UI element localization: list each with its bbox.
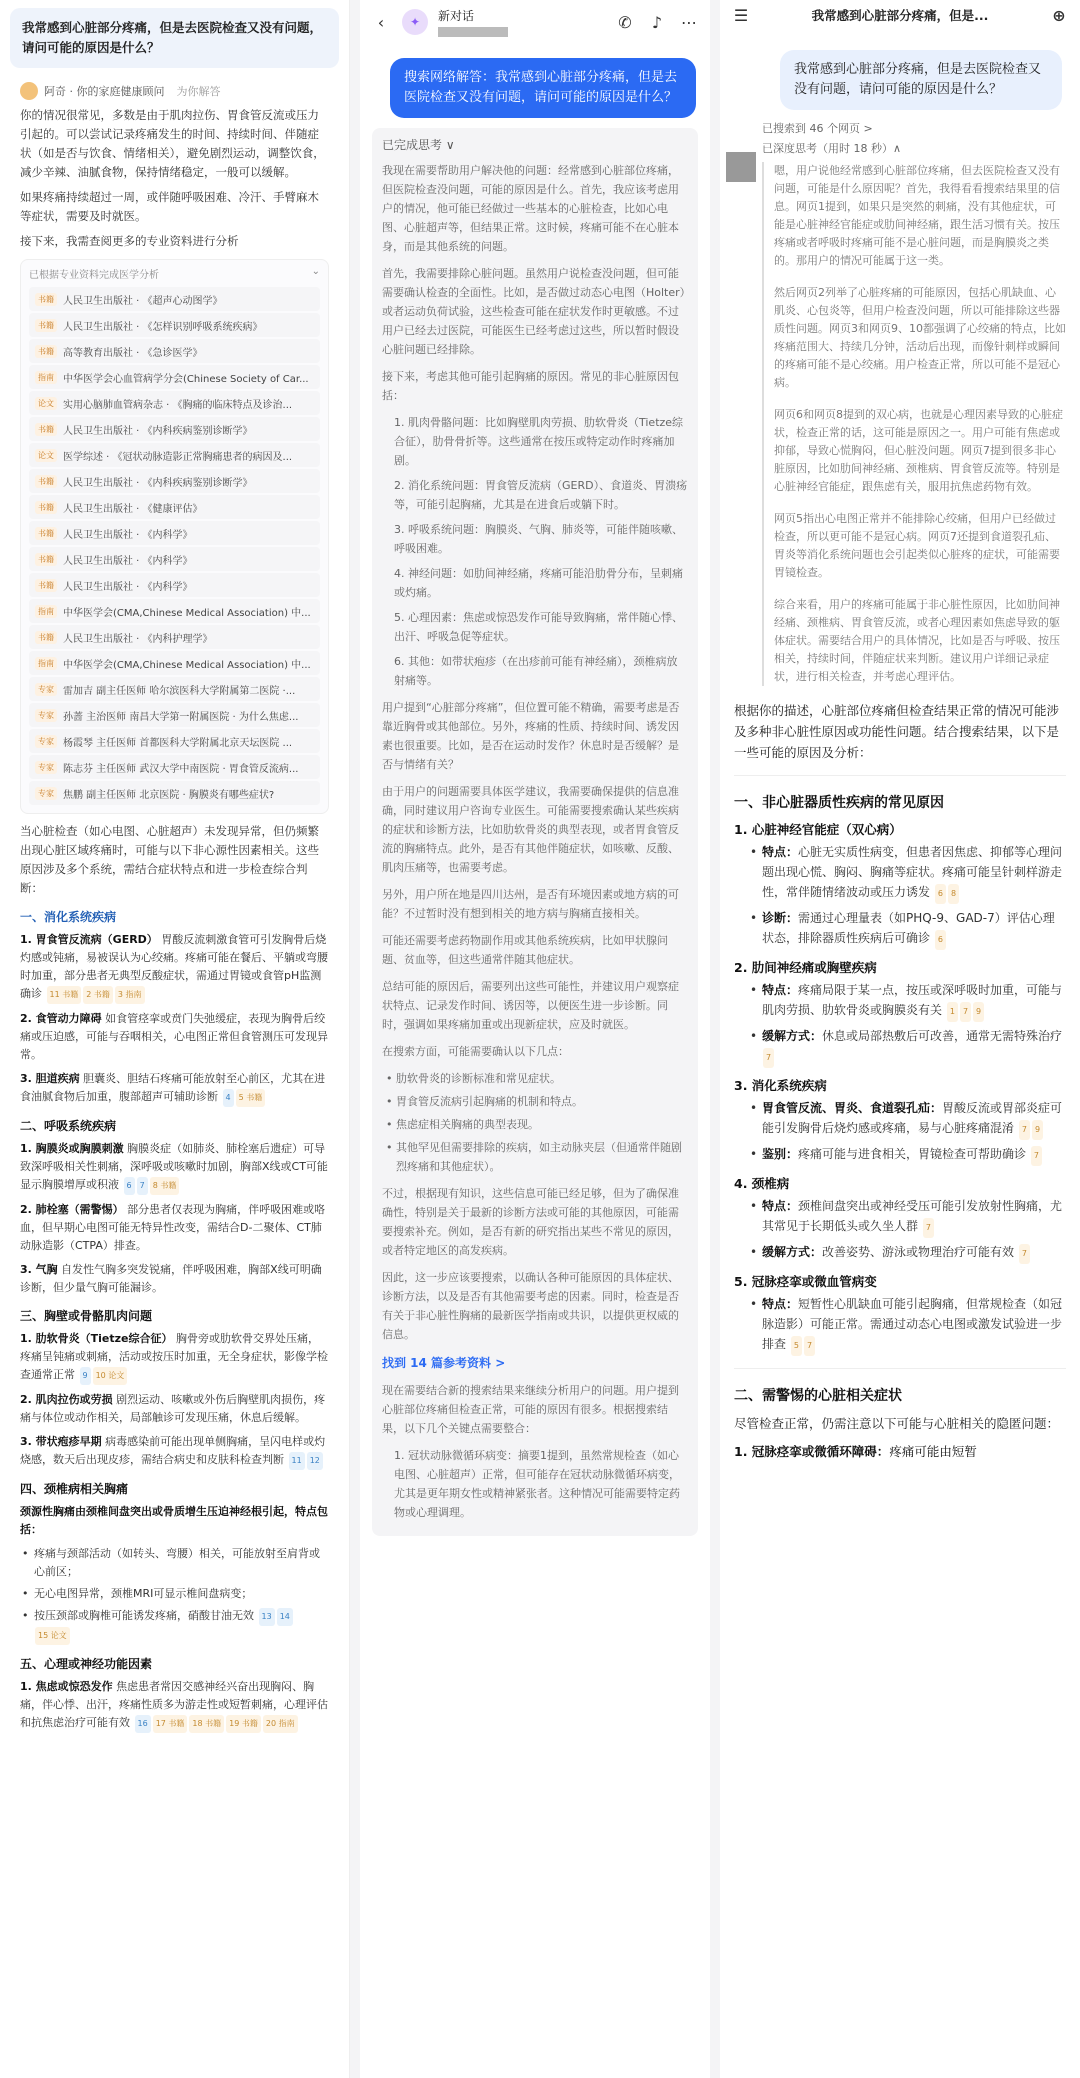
reference-type-badge: 指南	[35, 605, 57, 618]
item-title: 胃食管反流、胃炎、食道裂孔疝：	[762, 1101, 943, 1115]
item-text: 部分患者仅表现为胸痛，伴呼吸困难或咯血，但早期心电图可能无特异性改变，需结合D-二聚体、CT肺动脉造影（CTPA）排查。	[20, 1203, 326, 1252]
bullet-item	[762, 1294, 1066, 1356]
section-heading: 二、呼吸系统疾病	[20, 1119, 117, 1133]
item-text: 剧烈运动、咳嗽或外伤后胸壁肌肉损伤，疼痛与体位或动作相关，局部触诊可发现压痛，休息后缓解。	[20, 1393, 326, 1424]
reference-item[interactable]	[29, 391, 320, 415]
conversation-title: 我常感到心脏部分疼痛，但是...	[811, 8, 989, 23]
reference-item[interactable]	[29, 781, 320, 805]
section-intro	[20, 1503, 329, 1539]
reference-title: 医学综述 · 《冠状动脉造影正常胸痛患者的病因及...	[63, 451, 293, 463]
citation-badge[interactable]: 9	[80, 1367, 91, 1385]
item-text: 需通过心理量表（如PHQ-9、GAD-7）评估心理状态，排除器质性疾病后可确诊	[762, 911, 1055, 945]
reference-title: 人民卫生出版社 · 《健康评估》	[63, 503, 203, 515]
item-text: 胸骨旁或肋软骨交界处压痛，疼痛呈钝痛或刺痛，活动或按压时加重，无全身症状，影像学检查通常正常	[20, 1332, 328, 1381]
item-title: 特点：	[762, 1297, 799, 1311]
phone-icon[interactable]: ✆	[618, 12, 632, 32]
citation-badge[interactable]: 9	[1032, 1120, 1043, 1140]
reference-title: 焦鹏 副主任医师 北京医院 · 胸膜炎有哪些症状?	[63, 789, 275, 801]
citation-badge[interactable]: 8	[948, 884, 959, 904]
reference-title: 中华医学会心血管病学分会(Chinese Society of Car...	[63, 373, 309, 385]
item-title: 1. 焦虑或惊恐发作	[20, 1680, 113, 1693]
assistant-logo-icon: ✦	[402, 9, 428, 35]
reference-item[interactable]	[29, 677, 320, 701]
bullet-item: • 疼痛与颈部活动（如转头、弯腰）相关，可能放射至肩背或心前区；	[34, 1545, 329, 1581]
thinking-list-item: 3. 呼吸系统问题：胸膜炎、气胸、肺炎等，可能伴随咳嗽、呼吸困难。	[394, 523, 683, 555]
list-heading: 4. 颈椎病	[734, 1176, 790, 1191]
user-message: 我常感到心脏部分疼痛，但是去医院检查又没有问题，请问可能的原因是什么？	[780, 50, 1062, 110]
reference-item[interactable]	[29, 495, 320, 519]
citation-badge[interactable]: 6	[124, 1177, 135, 1195]
item-title: 2. 肺栓塞（需警惕）	[20, 1203, 124, 1216]
reference-title: 人民卫生出版社 · 《内科疾病鉴别诊断学》	[63, 477, 253, 489]
item-title: 1. 肋软骨炎（Tietze综合征）	[20, 1332, 173, 1345]
item-title: 缓解方式：	[762, 1029, 823, 1043]
new-chat-icon[interactable]: ⊕	[1052, 5, 1066, 25]
citation-badge[interactable]: 14	[277, 1608, 293, 1626]
item-text: 颈源性胸痛由颈椎间盘突出或骨质增生压迫神经根引起，特点包括：	[20, 1505, 328, 1536]
assistant-sub: 为你解答	[176, 85, 221, 98]
reference-item[interactable]	[29, 755, 320, 779]
thinking-paragraph: 因此，这一步应该要搜索，以确认各种可能原因的具体症状、诊断方法，以及是否有其他需要考虑的因素。同时，检查是否有关于非心脏性胸痛的最新医学指南或共识，以提供更权威的信息。	[382, 1271, 679, 1341]
redacted-subtitle	[438, 27, 508, 37]
reference-type-badge: 书籍	[35, 631, 57, 644]
user-question: 我常感到心脏部分疼痛，但是去医院检查又没有问题，请问可能的原因是什么？	[10, 8, 339, 68]
reference-type-badge: 论文	[35, 397, 57, 410]
item-text: 疼痛可能由短暂	[889, 1444, 977, 1459]
reference-title: 人民卫生出版社 · 《内科学》	[63, 529, 193, 541]
reference-list	[29, 287, 320, 805]
reference-type-badge: 书籍	[35, 319, 57, 332]
citation-badge[interactable]: 7	[1019, 1120, 1030, 1140]
answer-paragraph: 根据你的描述，心脏部位疼痛但检查结果正常的情况可能涉及多种非心脏性原因或功能性问题。结合搜索结果，以下是一些可能的原因及分析：	[734, 703, 1060, 760]
references-link[interactable]: 找到 14 篇参考资料 >	[382, 1356, 506, 1370]
item-text: 胃酸反流或胃部炎症可能引发胸骨后烧灼感或疼痛，易与心脏疼痛混淆	[762, 1101, 1063, 1135]
reference-header-label: 已根据专业资料完成医学分析	[29, 270, 159, 281]
thinking-paragraph: 然后网页2列举了心脏疼痛的可能原因，包括心肌缺血、心肌炎、心包炎等，但用户检查没问题，所以可能排除这些器质性问题。网页3和网页9、10都强调了心绞痛的特点，比如疼痛范围大、持续几分钟，活动后出现，而像针刺样或瞬间的疼痛可能不是心绞痛。用户检查正常，所以可能不是冠心病。	[774, 286, 1066, 389]
menu-icon[interactable]: ☰	[733, 5, 749, 25]
answer-paragraph: 接下来，我需查阅更多的专业资料进行分析	[20, 234, 239, 248]
thinking-paragraph: 我现在需要帮助用户解决他的问题：经常感到心脏部位疼痛，但医院检查没问题，可能的原因是什么。首先，我应该考虑用户的情况，他可能已经做过一些基本的心脏检查，比如心电图、心脏超声等，但结果正常。这时候，疼痛可能不在心脏本身，而是其他系统的问题。	[382, 164, 679, 253]
divider	[710, 0, 720, 2078]
reference-item[interactable]	[29, 573, 320, 597]
chat-panel-left	[0, 0, 350, 2078]
citation-badge[interactable]: 7	[763, 1048, 774, 1068]
list-item	[20, 1678, 329, 1733]
thinking-bullet: • 其他罕见但需要排除的疾病，如主动脉夹层（但通常伴随剧烈疼痛和其他症状）。	[396, 1138, 688, 1176]
reference-title: 人民卫生出版社 · 《内科学》	[63, 555, 193, 567]
citation-badge[interactable]: 7	[804, 1336, 815, 1356]
thinking-list-item: 2. 消化系统问题：胃食管反流病（GERD）、食道炎、胃溃疡等，可能引起胸痛，尤其是在进食后或躺下时。	[394, 479, 688, 511]
reference-item[interactable]	[29, 417, 320, 441]
thinking-paragraph: 首先，我需要排除心脏问题。虽然用户说检查没问题，但可能需要确认检查的全面性。比如，是否做过动态心电图（Holter）或者运动负荷试验，这些检查可能在症状发作时更敏感。不过用户已经去过医院，可能医生已经考虑过这些，所以暂时假设心脏问题已经排除。	[382, 267, 686, 356]
citation-badge[interactable]: 3 指南	[115, 986, 145, 1004]
reference-title: 雷加吉 副主任医师 哈尔滨医科大学附属第二医院 ·...	[63, 685, 296, 697]
list-item	[20, 1201, 329, 1255]
section-heading: 四、颈椎病相关胸痛	[20, 1482, 129, 1496]
citation-badge[interactable]: 19 书籍	[226, 1715, 261, 1733]
thinking-paragraph: 用户提到“心脏部分疼痛”，但位置可能不精确，需要考虑是否靠近胸骨或其他部位。另外，疼痛的性质、持续时间、诱发因素也很重要。比如，是否在运动时发作？休息时是否缓解？是否与情绪有关？	[382, 701, 680, 771]
reference-item[interactable]	[29, 599, 320, 623]
reference-header[interactable]	[29, 266, 320, 281]
item-title: 1. 胸膜炎或胸膜刺激	[20, 1142, 124, 1155]
thinking-paragraph: 综合来看，用户的疼痛可能属于非心脏性原因，比如肋间神经痛、颈椎病、胃食管反流，或者心理因素如焦虑导致的躯体症状。需要结合用户的具体情况，比如是否与呼吸、按压相关，持续时间，伴随症状来判断。建议用户详细记录症状，进行相关检查，并考虑心理评估。	[774, 598, 1060, 683]
item-text: 胆囊炎、胆结石疼痛可能放射至心前区，尤其在进食油腻食物后加重，腹部超声可辅助诊断	[20, 1072, 326, 1103]
more-icon[interactable]: ⋯	[681, 12, 697, 32]
citation-badge[interactable]: 7	[1031, 1146, 1042, 1166]
bullet-item	[762, 1242, 1066, 1264]
section-heading: 一、非心脏器质性疾病的常见原因	[734, 795, 944, 811]
thinking-panel	[762, 162, 1066, 686]
item-text: 如食管痉挛或贲门失弛缓症，表现为胸骨后绞痛或压迫感，可能与吞咽相关，心电图正常但食管测压可发现异常。	[20, 1012, 328, 1061]
chevron-down-icon[interactable]: ⌄	[311, 266, 320, 277]
thinking-toggle[interactable]: 已深度思考（用时 18 秒）∧	[762, 142, 902, 155]
item-title: 特点：	[762, 1199, 799, 1213]
item-title: 特点：	[762, 983, 799, 997]
citation-badge[interactable]: 7	[923, 1218, 934, 1238]
reference-item[interactable]	[29, 625, 320, 649]
reference-item[interactable]	[29, 729, 320, 753]
reference-type-badge: 书籍	[35, 293, 57, 306]
search-count[interactable]: 已搜索到 46 个网页 >	[762, 122, 873, 135]
reference-item[interactable]	[29, 469, 320, 493]
thinking-list-item: 4. 神经问题：如肋间神经痛，疼痛可能沿肋骨分布，呈刺痛或灼痛。	[394, 567, 683, 599]
reference-type-badge: 专家	[35, 683, 57, 696]
list-heading: 3. 消化系统疾病	[734, 1078, 827, 1093]
bullet-item	[762, 1196, 1066, 1238]
assistant-header	[20, 82, 329, 100]
list-heading: 5. 冠脉痉挛或微血管病变	[734, 1274, 877, 1289]
list-item	[20, 931, 329, 1004]
item-title: 3. 气胸	[20, 1263, 58, 1276]
reference-type-badge: 指南	[35, 657, 57, 670]
reference-item[interactable]	[29, 703, 320, 727]
reference-type-badge: 书籍	[35, 553, 57, 566]
reference-title: 人民卫生出版社 · 《超声心动图学》	[63, 295, 223, 307]
reference-item[interactable]	[29, 521, 320, 545]
reference-title: 中华医学会(CMA,Chinese Medical Association) 中...	[63, 659, 311, 671]
citation-badge[interactable]: 6	[935, 930, 946, 950]
item-text: 休息或局部热敷后可改善，通常无需特殊治疗	[822, 1029, 1063, 1043]
citation-badge[interactable]: 5 书籍	[236, 1089, 266, 1107]
reference-type-badge: 专家	[35, 709, 57, 722]
thinking-paragraph: 现在需要结合新的搜索结果来继续分析用户的问题。用户提到心脏部位疼痛但检查正常，可能的原因有很多。根据搜索结果，以下几个关键点需要整合：	[382, 1384, 679, 1435]
item-title: 1. 冠脉痉挛或微循环障碍：	[734, 1444, 890, 1459]
list-item	[20, 1010, 329, 1064]
answer-paragraph: 尽管检查正常，仍需注意以下可能与心脏相关的隐匿问题：	[734, 1416, 1060, 1431]
citation-badge[interactable]: 12	[307, 1452, 323, 1470]
section-heading: 二、需警惕的心脏相关症状	[734, 1388, 902, 1404]
item-title: 2. 肌肉拉伤或劳损	[20, 1393, 113, 1406]
chat-panel-middle	[360, 0, 710, 2078]
answer-paragraph: 你的情况很常见，多数是由于肌肉拉伤、胃食管反流或压力引起的。可以尝试记录疼痛发生的时间、持续时间、伴随症状（如是否与饮食、情绪相关），避免剧烈运动，调整饮食，减少辛辣、油腻食物，保持情绪稳定，一般可以缓解。	[20, 108, 325, 179]
citation-badge[interactable]: 6	[935, 884, 946, 904]
list-item	[20, 1391, 329, 1427]
answer-paragraph: 如果疼痛持续超过一周，或伴随呼吸困难、冷汗、手臂麻木等症状，需要及时就医。	[20, 190, 319, 223]
list-item	[20, 1140, 329, 1195]
assistant-name: 阿奇 · 你的家庭健康顾问	[44, 85, 165, 98]
item-title: 缓解方式：	[762, 1245, 823, 1259]
bullet-item: • 无心电图异常，颈椎MRI可显示椎间盘病变；	[34, 1585, 329, 1603]
chat-panel-right	[720, 0, 1080, 2078]
reference-type-badge: 专家	[35, 735, 57, 748]
back-icon[interactable]: ‹	[377, 12, 385, 32]
reference-title: 杨霞琴 主任医师 首都医科大学附属北京天坛医院 ...	[63, 737, 293, 749]
bullet-item	[762, 842, 1066, 904]
item-text: 自发性气胸多突发锐痛，伴呼吸困难，胸部X线可明确诊断，但少量气胸可能漏诊。	[20, 1263, 322, 1294]
thinking-paragraph: 另外，用户所在地是四川达州，是否有环境因素或地方病的可能？不过暂时没有想到相关的地方病与胸痛直接相关。	[382, 888, 679, 920]
reference-title: 人民卫生出版社 · 《内科疾病鉴别诊断学》	[63, 425, 253, 437]
citation-badge[interactable]: 7	[137, 1177, 148, 1195]
reference-title: 人民卫生出版社 · 《怎样识别呼吸系统疾病》	[63, 321, 263, 333]
reference-type-badge: 书籍	[35, 423, 57, 436]
list-item	[20, 1261, 329, 1297]
citation-badge[interactable]: 11	[289, 1452, 305, 1470]
list-heading: 1. 心脏神经官能症（双心病）	[734, 822, 902, 837]
section-heading: 一、消化系统疾病	[20, 910, 117, 924]
reference-type-badge: 书籍	[35, 579, 57, 592]
user-message: 搜索网络解答：我常感到心脏部分疼痛，但是去医院检查又没有问题，请问可能的原因是什么？	[390, 58, 696, 118]
thinking-toggle[interactable]: 已完成思考 ∨	[382, 138, 455, 152]
thinking-paragraph: 接下来，考虑其他可能引起胸痛的原因。常见的非心脏原因包括：	[382, 370, 679, 402]
thinking-paragraph: 网页6和网页8提到的双心病，也就是心理因素导致的心脏症状，检查正常的话，这可能是原因之一。用户可能有焦虑或抑郁，导致心慌胸闷，但心脏没问题。网页7提到很多非心脏原因，比如肋间神经痛、颈椎病、胃食管反流等。特别是心脏神经官能症，跟焦虑有关，服用抗焦虑药物有效。	[774, 408, 1063, 493]
citation-badge[interactable]: 2 书籍	[83, 986, 113, 1004]
bullet-item	[762, 1026, 1066, 1068]
answer-paragraph: 当心脏检查（如心电图、心脏超声）未发现异常，但仍频繁出现心脏区域疼痛时，可能与以下非心源性因素相关。这些原因涉及多个系统，需结合症状特点和进一步检查综合判断：	[20, 824, 319, 895]
item-text: 胸膜炎症（如肺炎、肺栓塞后遗症）可导致深呼吸相关性刺痛，深呼吸或咳嗽时加剧，胸部X线或CT可能显示胸膜增厚或积液	[20, 1142, 328, 1191]
item-title: 2. 食管动力障碍	[20, 1012, 102, 1025]
bullet-item	[762, 1144, 1066, 1166]
top-bar	[720, 0, 1080, 30]
thinking-list-item: 1. 冠状动脉微循环病变：摘要1提到，虽然常规检查（如心电图、心脏超声）正常，但可能存在冠状动脉微循环病变，尤其是更年期女性或精神紧张者。这种情况可能需要特定药物或心理调理。	[394, 1449, 680, 1519]
citation-badge[interactable]: 9	[973, 1002, 984, 1022]
reference-title: 陈志芬 主任医师 武汉大学中南医院 · 胃食管反流病...	[63, 763, 299, 775]
thinking-paragraph: 不过，根据现有知识，这些信息可能已经足够，但为了确保准确性，特别是关于最新的诊断方法或可能的其他原因，可能需要搜索补充。例如，是否有新的研究指出某些不常见的原因，或者特定地区的高发疾病。	[382, 1187, 679, 1257]
reference-item[interactable]	[29, 313, 320, 337]
thinking-list-item: 1. 肌肉骨骼问题：比如胸壁肌肉劳损、肋软骨炎（Tietze综合征），肋骨骨折等。这些通常在按压或特定动作时疼痛加剧。	[394, 416, 684, 467]
thinking-list-item: 6. 其他：如带状疱疹（在出疹前可能有神经痛），颈椎病放射痛等。	[394, 655, 678, 687]
reference-title: 孙蔷 主治医师 南昌大学第一附属医院 · 为什么焦虑...	[63, 711, 299, 723]
citation-badge[interactable]: 17 书籍	[153, 1715, 188, 1733]
item-title: 诊断：	[762, 911, 799, 925]
item-text: 胃酸反流刺激食管可引发胸骨后烧灼感或钝痛，易被误认为心绞痛。疼痛可能在餐后、平躺或弯腰时加重，部分患者无典型反酸症状，需通过胃镜或食管pH监测确诊	[20, 933, 328, 1000]
thinking-paragraph: 在搜索方面，可能需要确认以下几点：	[382, 1045, 569, 1058]
thinking-bullet: • 焦虑症相关胸痛的典型表现。	[396, 1115, 688, 1134]
citation-badge[interactable]: 7	[1019, 1244, 1030, 1264]
citation-badge[interactable]: 10 论文	[93, 1367, 128, 1385]
reference-type-badge: 指南	[35, 371, 57, 384]
citation-badge[interactable]: 13	[259, 1608, 275, 1626]
avatar	[20, 82, 38, 100]
bullet-item	[762, 980, 1066, 1022]
list-item	[20, 1433, 329, 1470]
thinking-paragraph: 由于用户的问题需要具体医学建议，我需要确保提供的信息准确，同时建议用户咨询专业医生。可能需要搜索确认某些疾病的症状和诊断方法，比如肋软骨炎的典型表现，或者胃食管反流的胸痛特点。此外，是否有其他伴随症状，如咳嗽、反酸、肌肉压痛等，也需要考虑。	[382, 785, 679, 874]
reference-title: 高等教育出版社 · 《急诊医学》	[63, 347, 203, 359]
item-text: 焦虑患者常因交感神经兴奋出现胸闷、胸痛，伴心悸、出汗，疼痛性质多为游走性或短暂刺痛，心理评估和抗焦虑治疗可能有效	[20, 1680, 328, 1729]
reference-item[interactable]	[29, 547, 320, 571]
redacted-avatar	[726, 152, 756, 182]
item-text: 短暂性心肌缺血可能引起胸痛，但常规检查（如冠脉造影）可能正常。需通过动态心电图或激发试验进一步排查	[762, 1297, 1063, 1351]
reference-type-badge: 书籍	[35, 475, 57, 488]
bullet-item	[762, 908, 1066, 950]
title-block	[438, 7, 508, 37]
thinking-paragraph: 总结可能的原因后，需要列出这些可能性，并建议用户观察症状特点、记录发作时间、诱因等，以便医生进一步诊断。同时，强调如果疼痛加重或出现新症状，应及时就医。	[382, 980, 679, 1031]
reference-title: 中华医学会(CMA,Chinese Medical Association) 中...	[63, 607, 311, 619]
citation-badge[interactable]: 1	[947, 1002, 958, 1022]
list-heading: 2. 肋间神经痛或胸壁疾病	[734, 960, 877, 975]
reference-item[interactable]	[29, 287, 320, 311]
item-title: 鉴别：	[762, 1147, 799, 1161]
citation-badge[interactable]: 11 书籍	[47, 986, 82, 1004]
citation-badge[interactable]: 4	[223, 1089, 234, 1107]
reference-title: 人民卫生出版社 · 《内科学》	[63, 581, 193, 593]
reference-type-badge: 专家	[35, 761, 57, 774]
item-text: 按压颈部或胸椎可能诱发疼痛，硝酸甘油无效	[34, 1609, 254, 1622]
reference-item[interactable]	[29, 339, 320, 363]
reference-item[interactable]	[29, 651, 320, 675]
item-text: 改善姿势、游泳或物理治疗可能有效	[822, 1245, 1015, 1259]
section-heading: 三、胸壁或骨骼肌肉问题	[20, 1309, 153, 1323]
thinking-paragraph: 嗯，用户说他经常感到心脏部位疼痛，但去医院检查又没有问题，可能是什么原因呢？首先，我得看看搜索结果里的信息。网页1提到，如果只是突然的刺痛，没有其他症状，可能是心脏神经官能症或肋间神经痛，跟生活习惯有关。按压疼痛或者呼吸时疼痛可能不是心脏问题，而是胸膜炎之类的。那用户的情况可能属于这一类。	[774, 164, 1060, 267]
item-title: 3. 带状疱疹早期	[20, 1435, 102, 1448]
citation-badge[interactable]: 8 书籍	[150, 1177, 180, 1195]
bullet-item	[34, 1607, 329, 1645]
item-text: 心脏无实质性病变，但患者因焦虑、抑郁等心理问题出现心慌、胸闷、胸痛等症状。疼痛可能呈针刺样游走性，常伴随情绪波动或压力诱发	[762, 845, 1063, 899]
list-item	[20, 1330, 329, 1385]
item-text: 疼痛局限于某一点，按压或深呼吸时加重，可能与肌肉劳损、肋软骨炎或胸膜炎有关	[762, 983, 1063, 1017]
item-text: 病毒感染前可能出现单侧胸痛，呈闪电样或灼烧感，数天后出现皮疹，需结合病史和皮肤科检查判断	[20, 1435, 326, 1466]
conversation-title: 新对话	[438, 9, 475, 23]
reference-title: 实用心脑肺血管病杂志 · 《胸痛的临床特点及诊治...	[63, 399, 293, 411]
citation-badge[interactable]: 18 书籍	[189, 1715, 224, 1733]
item-text: 疼痛可能与进食相关，胃镜检查可帮助确诊	[798, 1147, 1027, 1161]
divider	[734, 1368, 1066, 1369]
reference-type-badge: 书籍	[35, 501, 57, 514]
thinking-paragraph: 网页5指出心电图正常并不能排除心绞痛，但用户已经做过检查，所以更可能不是冠心病。网页7还提到食道裂孔疝、胃炎等消化系统问题也会引起类似心脏疼的症状，可能需要胃镜检查。	[774, 512, 1060, 579]
reference-panel[interactable]	[20, 259, 329, 814]
reference-type-badge: 书籍	[35, 345, 57, 358]
reference-item[interactable]	[29, 365, 320, 389]
thinking-bullet: • 胃食管反流病引起胸痛的机制和特点。	[396, 1092, 688, 1111]
mute-icon[interactable]: ♪	[651, 12, 663, 32]
list-item	[20, 1070, 329, 1107]
reference-item[interactable]	[29, 443, 320, 467]
citation-badge[interactable]: 20 指南	[263, 1715, 298, 1733]
item-title: 1. 胃食管反流病（GERD）	[20, 933, 158, 946]
item-text: 颈椎间盘突出或神经受压可能引发放射性胸痛，尤其常见于长期低头或久坐人群	[762, 1199, 1063, 1233]
divider	[734, 775, 1066, 776]
divider	[350, 0, 360, 2078]
item-title: 3. 胆道疾病	[20, 1072, 80, 1085]
thinking-paragraph: 可能还需要考虑药物副作用或其他系统疾病，比如甲状腺问题、贫血等，但这些通常伴随其他症状。	[382, 934, 668, 966]
thinking-list-item: 5. 心理因素：焦虑或惊恐发作可能导致胸痛，常伴随心悸、出汗、呼吸急促等症状。	[394, 611, 683, 643]
citation-badge[interactable]: 16	[135, 1715, 151, 1733]
thinking-bullet: • 肋软骨炎的诊断标准和常见症状。	[396, 1069, 688, 1088]
bullet-item	[762, 1098, 1066, 1140]
section-heading: 五、心理或神经功能因素	[20, 1657, 153, 1671]
reference-type-badge: 论文	[35, 449, 57, 462]
citation-badge[interactable]: 5	[791, 1336, 802, 1356]
reference-title: 人民卫生出版社 · 《内科护理学》	[63, 633, 213, 645]
top-bar	[360, 0, 710, 44]
item-title: 特点：	[762, 845, 799, 859]
reference-type-badge: 书籍	[35, 527, 57, 540]
thinking-panel	[372, 128, 698, 1536]
citation-badge[interactable]: 15 论文	[35, 1627, 70, 1645]
list-item	[734, 1442, 1066, 1460]
reference-type-badge: 专家	[35, 787, 57, 800]
citation-badge[interactable]: 7	[960, 1002, 971, 1022]
